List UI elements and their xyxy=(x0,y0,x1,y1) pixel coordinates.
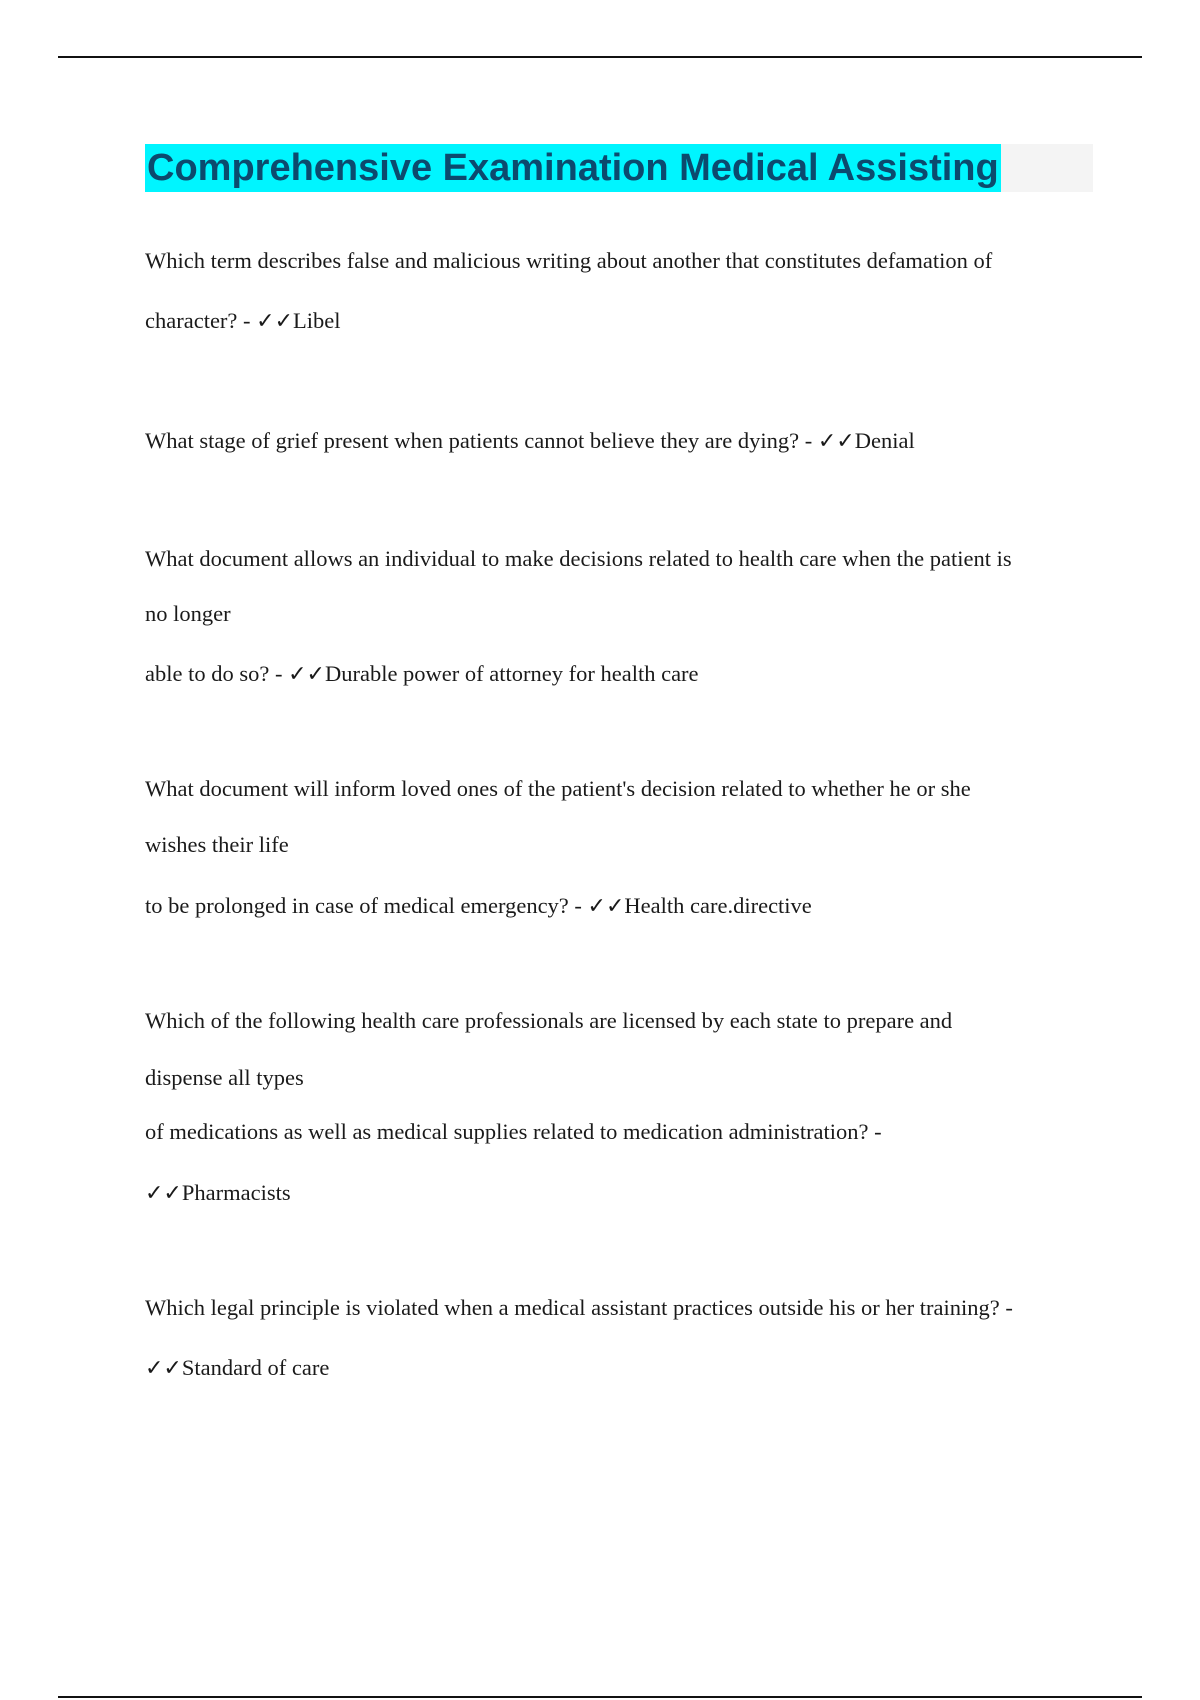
title-block xyxy=(145,144,1093,192)
question-3-prompt-end: able to do so? - xyxy=(145,661,289,686)
question-4-line-2: wishes their life xyxy=(145,832,289,857)
top-rule xyxy=(58,56,1142,58)
answer-5: Pharmacists xyxy=(181,1180,291,1205)
question-2-line-1 xyxy=(145,427,915,456)
question-6-line-2 xyxy=(145,1354,329,1383)
check-marks-icon: ✓✓ xyxy=(145,1181,182,1206)
check-marks-icon: ✓✓ xyxy=(817,429,855,454)
question-1-prompt-end: character? - xyxy=(145,308,257,333)
question-4-prompt-end: to be prolonged in case of medical emergency? - xyxy=(145,893,588,918)
answer-4: Health care.directive xyxy=(624,893,812,918)
check-marks-icon: ✓✓ xyxy=(288,662,325,687)
bottom-rule xyxy=(58,1696,1142,1698)
page-title: Comprehensive Examination Medical Assisting xyxy=(145,144,1001,192)
answer-6: Standard of care xyxy=(181,1355,330,1380)
answer-2: Denial xyxy=(854,428,915,453)
question-5-line-4 xyxy=(145,1179,291,1208)
question-3-line-2: no longer xyxy=(145,601,231,626)
question-4-line-1: What document will inform loved ones of the patient's decision related to whether he or she xyxy=(145,776,971,801)
question-5-line-2: dispense all types xyxy=(145,1065,304,1090)
answer-3: Durable power of attorney for health care xyxy=(324,661,699,686)
question-1-line-2 xyxy=(145,307,341,336)
check-marks-icon: ✓✓ xyxy=(587,894,625,919)
question-2-prompt: What stage of grief present when patients cannot believe they are dying? - xyxy=(145,428,818,453)
check-marks-icon: ✓✓ xyxy=(256,309,294,334)
question-3-line-3 xyxy=(145,660,699,689)
question-1-line-1: Which term describes false and malicious writing about another that constitutes defamation of xyxy=(145,248,993,273)
answer-1: Libel xyxy=(293,308,341,333)
check-marks-icon: ✓✓ xyxy=(145,1356,182,1381)
question-5-line-3: of medications as well as medical supplies related to medication administration? - xyxy=(145,1119,882,1144)
question-3-line-1: What document allows an individual to make decisions related to health care when the patient is xyxy=(145,546,1012,571)
question-4-line-3 xyxy=(145,892,812,921)
question-6-line-1: Which legal principle is violated when a medical assistant practices outside his or her training? - xyxy=(145,1295,1013,1320)
question-5-line-1: Which of the following health care professionals are licensed by each state to prepare and xyxy=(145,1008,953,1033)
